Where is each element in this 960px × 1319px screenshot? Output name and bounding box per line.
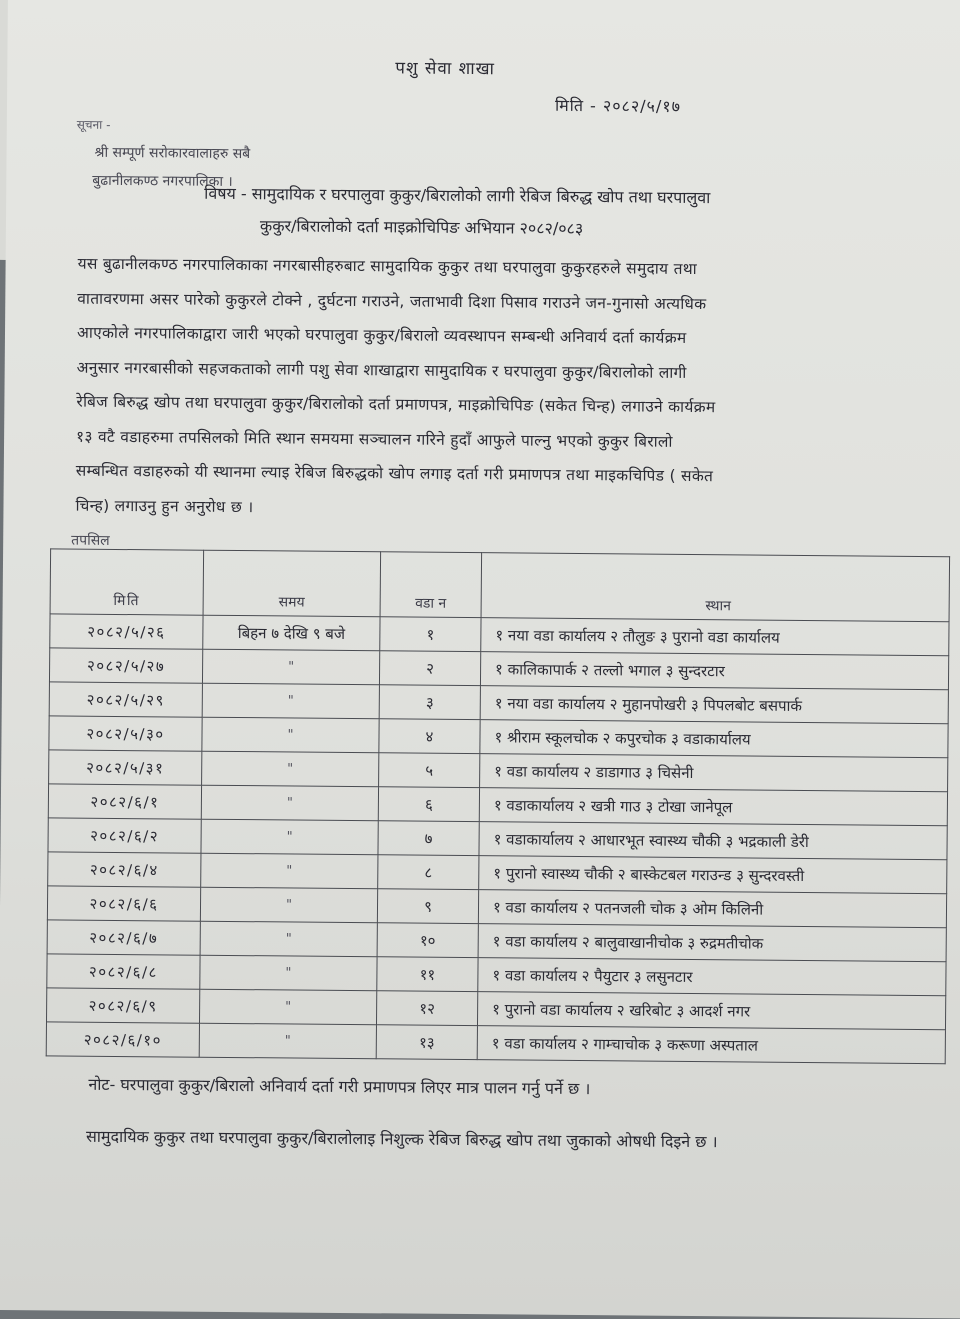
cell-date: २०८२/६/७ [47,920,200,955]
cell-ward: ८ [378,855,479,890]
cell-place: १ वडा कार्यालय २ डाडागाउ ३ चिसेनी [480,754,948,792]
notice-body [75,247,915,530]
cell-ward: ४ [379,719,480,754]
cell-date: २०८२/६/१ [48,784,201,819]
cell-date: २०८२/६/६ [47,886,200,921]
cell-place: १ वडा कार्यालय २ गाम्चाचोक ३ करूणा अस्पताल [477,1026,945,1064]
cell-place: १ नया वडा कार्यालय २ मुहानपोखरी ३ पिपलबोट बसपार्क [480,686,948,724]
cell-time: " [200,921,377,957]
cell-place: १ पुरानो वडा कार्यालय २ खरिबोट ३ आदर्श नगर [477,992,945,1030]
body-line: वातावरणमा असर पारेको कुकुरले टोक्ने , दुर्घटना गराउने, जताभावी दिशा पिसाव गराउने जन-गुनासो अत्यधिक [77,289,707,313]
cell-time: " [201,785,378,821]
office-header: पशु सेवा शाखा [395,58,496,80]
cell-time: " [202,683,379,719]
table-row [46,1022,945,1064]
cell-date: २०८२/६/९ [46,988,199,1023]
cell-date: २०८२/५/३१ [49,750,202,785]
cell-place: १ श्रीराम स्कूलचोक २ कपुरचोक ३ वडाकार्यालय [480,720,948,758]
cell-time: " [199,989,376,1025]
cell-date: २०८२/५/२७ [49,648,202,683]
cell-date: २०८२/६/४ [48,852,201,887]
cell-time: बिहन ७ देखि ९ बजे [203,615,380,651]
schedule-table [46,548,950,1064]
cell-ward: १३ [376,1025,477,1060]
cell-place: १ वडा कार्यालय २ बालुवाखानीचोक ३ रुद्रमतीचोक [478,924,946,962]
cell-place: १ वडा कार्यालय २ पतनजली चोक ३ ओम किलिनी [478,890,946,928]
cell-time: " [200,887,377,923]
header-time: समय [203,550,381,617]
cell-date: २०८२/६/१० [46,1022,199,1057]
cell-time: " [201,819,378,855]
notice-date: मिति - २०८२/५/१७ [554,95,682,116]
recipient-municipality: बुढानीलकण्ठ नगरपालिका । [92,172,233,190]
body-line: १३ वटै वडाहरुमा तपसिलको मिति स्थान समयमा सञ्चालन गरिने हुदाँ आफुले पाल्नु भएको कुकुर बिरालो [76,427,673,451]
body-line: सम्बन्धित वडाहरुको यी स्थानमा ल्याइ रेबिज बिरुद्धको खोप लगाइ दर्ता गरी प्रमाणपत्र तथा माइकचिपिड ( सकेत [75,461,714,486]
cell-place: १ वडा कार्यालय २ पैयुटार ३ लसुनटार [478,958,946,996]
body-line: आएकोले नगरपालिकाद्वारा जारी भएको घरपालुवा कुकुर/बिरालो व्यवस्थापन सम्बन्धी अनिवार्य दर्ता कार्यक्रम [76,323,687,347]
cell-ward: ९ [377,889,478,924]
table-header-row [50,549,950,622]
cell-ward: २ [379,651,480,686]
cell-time: " [201,853,378,889]
cell-date: २०८२/५/३० [49,716,202,751]
cell-ward: १२ [376,991,477,1026]
cell-place: १ कालिकापार्क २ तल्लो भगाल ३ सुन्दरटार [480,652,948,690]
cell-time: " [202,649,379,685]
cell-date: २०८२/५/२६ [50,614,203,649]
header-date: मिति [50,549,204,615]
cell-date: २०८२/५/२९ [49,682,202,717]
recipient-line: श्री सम्पूर्ण सरोकारवालाहरु सबै [94,144,251,163]
schedule-table-wrapper [46,548,950,1061]
cell-date: २०८२/६/२ [48,818,201,853]
header-place: स्थान [481,553,950,622]
cell-time: " [202,717,379,753]
cell-place: १ पुरानो स्वास्थ्य चौकी २ बास्केटबल गराउन्ड ३ सुन्दरवस्ती [479,856,947,894]
cell-ward: ३ [379,685,480,720]
subject-line-continued: कुकुर/बिरालोको दर्ता माइक्रोचिपिङ अभियान २०८२/०८३ [259,216,584,239]
cell-place: १ वडाकार्यालय २ खत्री गाउ ३ टोखा जानेपूल [479,788,947,826]
cell-date: २०८२/६/८ [47,954,200,989]
cell-time: " [200,955,377,991]
registration-note: नोट- घरपालुवा कुकुर/बिरालो अनिवार्य दर्ता गरी प्रमाणपत्र लिएर मात्र पालन गर्नु पर्ने छ । [88,1074,591,1099]
cell-time: " [199,1023,376,1059]
body-line: रेबिज बिरुद्ध खोप तथा घरपालुवा कुकुर/बिरालोको दर्ता प्रमाणपत्र, माइक्रोचिपिङ (सकेत चिन्ह) लगाउने कार्यक्रम [76,392,716,417]
subject-line: विषय - सामुदायिक र घरपालुवा कुकुर/बिरालोको लागी रेबिज बिरुद्ध खोप तथा घरपालुवा [204,183,711,208]
notice-label: सूचना - [76,117,111,132]
body-line: चिन्ह) लगाउनु हुन अनुरोध छ । [75,496,254,516]
cell-place: १ नया वडा कार्यालय २ तौलुङ ३ पुरानो वडा कार्यालय [481,618,949,656]
body-line: यस बुढानीलकण्ठ नगरपालिकाका नगरबासीहरुबाट सामुदायिक कुकुर तथा घरपालुवा कुकुरहरुले समुदाय तथा [77,254,698,279]
header-ward: वडा न [380,552,482,618]
cell-ward: ११ [377,957,478,992]
annex-label: तपसिल [71,532,110,549]
free-vaccine-note: सामुदायिक कुकुर तथा घरपालुवा कुकुर/बिरालोलाइ निशुल्क रेबिज बिरुद्ध खोप तथा जुकाको ओषधी दिइने छ । [85,1126,718,1152]
cell-place: १ वडाकार्यालय २ आधारभूत स्वास्थ्य चौकी ३ भद्रकाली डेरी [479,822,947,860]
cell-time: " [202,751,379,787]
cell-ward: ५ [379,753,480,788]
cell-ward: १ [380,617,481,652]
cell-ward: ६ [378,787,479,822]
cell-ward: ७ [378,821,479,856]
body-line: अनुसार नगरबासीको सहजकताको लागी पशु सेवा शाखाद्वारा सामुदायिक र घरपालुवा कुकुर/बिरालोको लागी [76,358,687,382]
cell-ward: १० [377,923,478,958]
